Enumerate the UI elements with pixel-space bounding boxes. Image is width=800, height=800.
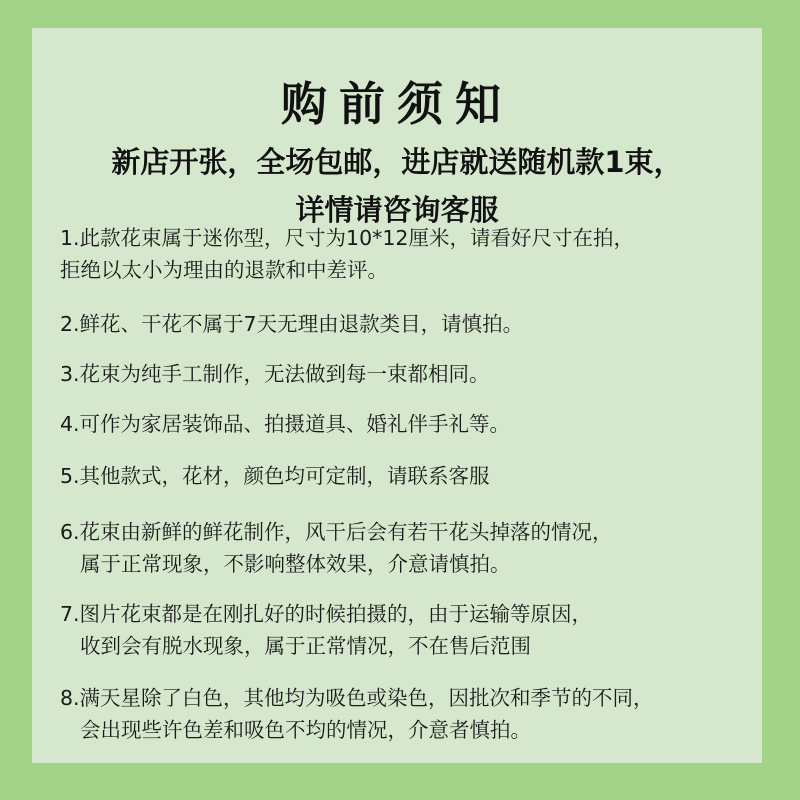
notice-panel xyxy=(32,28,762,763)
note-text: 收到会有脱水现象，属于正常情况，不在售后范围 xyxy=(80,634,531,658)
note-text: 2.鲜花、干花不属于7天无理由退款类目，请慎拍。 xyxy=(60,312,524,336)
note-3 xyxy=(60,358,490,390)
page-title: 购前须知 xyxy=(281,77,513,131)
note-text: 会出现些许色差和吸色不均的情况，介意者慎拍。 xyxy=(80,718,531,742)
contact-line: 详情请咨询客服 xyxy=(295,193,499,227)
note-7 xyxy=(60,598,592,662)
note-text: 1.此款花束属于迷你型，尺寸为10*12厘米，请看好尺寸在拍， xyxy=(60,226,634,250)
note-8 xyxy=(60,682,654,746)
note-text: 8.满天星除了白色，其他均为吸色或染色，因批次和季节的不同， xyxy=(60,686,654,710)
note-text: 7.图片花束都是在刚扎好的时候拍摄的，由于运输等原因， xyxy=(60,602,593,626)
promo-line: 新店开张，全场包邮，进店就送随机款1束， xyxy=(111,145,683,179)
note-6 xyxy=(60,516,613,580)
note-text: 6.花束由新鲜的鲜花制作，风干后会有若干花头掉落的情况， xyxy=(60,520,613,544)
note-text: 属于正常现象，不影响整体效果，介意请慎拍。 xyxy=(80,552,511,576)
note-4 xyxy=(60,408,510,440)
note-2 xyxy=(60,308,523,340)
note-1 xyxy=(60,222,634,286)
note-5 xyxy=(60,460,490,492)
note-text: 4.可作为家居装饰品、拍摄道具、婚礼伴手礼等。 xyxy=(60,412,511,436)
note-text: 5.其他款式，花材，颜色均可定制，请联系客服 xyxy=(60,464,490,488)
note-text: 3.花束为纯手工制作，无法做到每一束都相同。 xyxy=(60,362,490,386)
note-text: 拒绝以太小为理由的退款和中差评。 xyxy=(60,258,388,282)
